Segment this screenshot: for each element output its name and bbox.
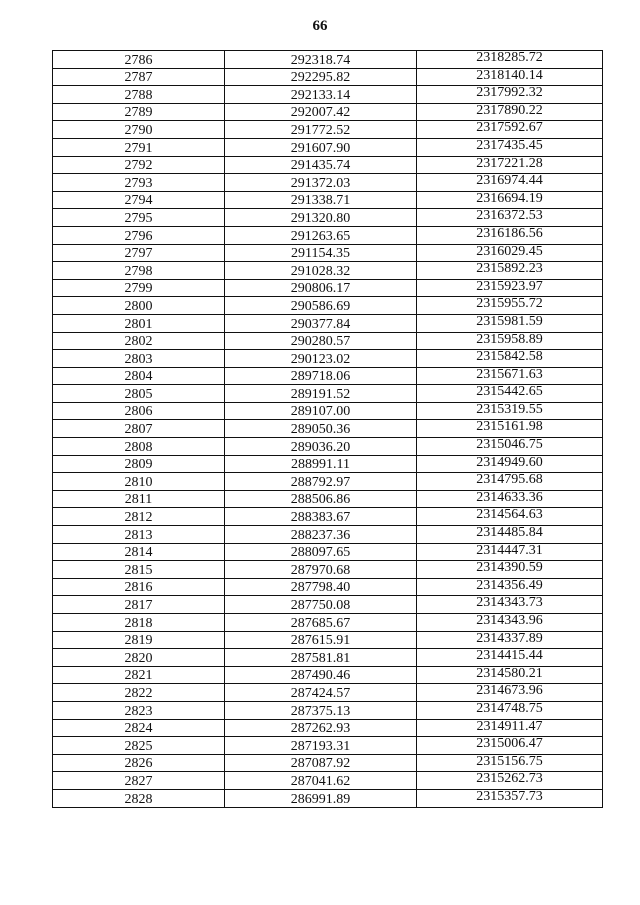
y-coordinate-cell: 2314949.60 [417,455,603,473]
point-number-cell: 2789 [53,103,225,121]
y-coordinate-cell: 2315842.58 [417,350,603,368]
point-number-cell: 2826 [53,754,225,772]
point-number-cell: 2788 [53,86,225,104]
x-coordinate-cell: 290586.69 [225,297,417,315]
x-coordinate-cell: 292007.42 [225,103,417,121]
x-coordinate-cell: 287581.81 [225,649,417,667]
point-number-cell: 2794 [53,191,225,209]
table-row [53,649,603,667]
point-number-cell: 2817 [53,596,225,614]
point-number-cell: 2802 [53,332,225,350]
x-coordinate-cell: 290377.84 [225,314,417,332]
y-coordinate-cell: 2316372.53 [417,209,603,227]
table-row [53,297,603,315]
point-number-cell: 2814 [53,543,225,561]
table-row [53,473,603,491]
point-number-cell: 2819 [53,631,225,649]
table-row [53,226,603,244]
table-row [53,684,603,702]
x-coordinate-cell: 291320.80 [225,209,417,227]
y-coordinate-cell: 2318140.14 [417,68,603,86]
table-row [53,701,603,719]
table-row [53,490,603,508]
table-row [53,737,603,755]
x-coordinate-cell: 288383.67 [225,508,417,526]
x-coordinate-cell: 292318.74 [225,51,417,69]
table-row [53,332,603,350]
table-row [53,420,603,438]
y-coordinate-cell: 2314580.21 [417,666,603,684]
x-coordinate-cell: 287685.67 [225,614,417,632]
table-row [53,526,603,544]
y-coordinate-cell: 2317890.22 [417,103,603,121]
point-number-cell: 2805 [53,385,225,403]
y-coordinate-cell: 2314337.89 [417,631,603,649]
table-row [53,543,603,561]
table-row [53,138,603,156]
point-number-cell: 2820 [53,649,225,667]
y-coordinate-cell: 2314356.49 [417,578,603,596]
x-coordinate-cell: 288237.36 [225,526,417,544]
y-coordinate-cell: 2314564.63 [417,508,603,526]
table-row [53,103,603,121]
point-number-cell: 2807 [53,420,225,438]
point-number-cell: 2822 [53,684,225,702]
y-coordinate-cell: 2316974.44 [417,174,603,192]
point-number-cell: 2796 [53,226,225,244]
table-row [53,68,603,86]
point-number-cell: 2790 [53,121,225,139]
y-coordinate-cell: 2316186.56 [417,226,603,244]
table-row [53,244,603,262]
x-coordinate-cell: 289050.36 [225,420,417,438]
point-number-cell: 2825 [53,737,225,755]
coordinates-table [52,50,603,808]
x-coordinate-cell: 287193.31 [225,737,417,755]
x-coordinate-cell: 287490.46 [225,666,417,684]
x-coordinate-cell: 288792.97 [225,473,417,491]
y-coordinate-cell: 2315892.23 [417,262,603,280]
y-coordinate-cell: 2314447.31 [417,543,603,561]
table-row [53,789,603,807]
y-coordinate-cell: 2315262.73 [417,772,603,790]
y-coordinate-cell: 2314343.73 [417,596,603,614]
y-coordinate-cell: 2315006.47 [417,737,603,755]
x-coordinate-cell: 288991.11 [225,455,417,473]
page-number: 66 [312,18,328,34]
y-coordinate-cell: 2316029.45 [417,244,603,262]
x-coordinate-cell: 287375.13 [225,701,417,719]
point-number-cell: 2823 [53,701,225,719]
table-row [53,561,603,579]
y-coordinate-cell: 2315442.65 [417,385,603,403]
x-coordinate-cell: 291263.65 [225,226,417,244]
table-row [53,666,603,684]
y-coordinate-cell: 2317435.45 [417,138,603,156]
point-number-cell: 2793 [53,174,225,192]
x-coordinate-cell: 287970.68 [225,561,417,579]
table-row [53,156,603,174]
point-number-cell: 2812 [53,508,225,526]
x-coordinate-cell: 286991.89 [225,789,417,807]
table-row [53,614,603,632]
table-row [53,86,603,104]
y-coordinate-cell: 2314911.47 [417,719,603,737]
point-number-cell: 2806 [53,402,225,420]
point-number-cell: 2810 [53,473,225,491]
x-coordinate-cell: 292295.82 [225,68,417,86]
y-coordinate-cell: 2315319.55 [417,402,603,420]
x-coordinate-cell: 287041.62 [225,772,417,790]
table-row [53,279,603,297]
y-coordinate-cell: 2317221.28 [417,156,603,174]
table-row [53,262,603,280]
table-row [53,385,603,403]
point-number-cell: 2827 [53,772,225,790]
table-row [53,754,603,772]
point-number-cell: 2800 [53,297,225,315]
point-number-cell: 2824 [53,719,225,737]
x-coordinate-cell: 291028.32 [225,262,417,280]
table-row [53,314,603,332]
x-coordinate-cell: 289036.20 [225,438,417,456]
y-coordinate-cell: 2316694.19 [417,191,603,209]
point-number-cell: 2799 [53,279,225,297]
x-coordinate-cell: 287615.91 [225,631,417,649]
table-row [53,402,603,420]
x-coordinate-cell: 289107.00 [225,402,417,420]
y-coordinate-cell: 2314673.96 [417,684,603,702]
point-number-cell: 2795 [53,209,225,227]
y-coordinate-cell: 2315955.72 [417,297,603,315]
x-coordinate-cell: 291372.03 [225,174,417,192]
y-coordinate-cell: 2314343.96 [417,614,603,632]
table-row [53,772,603,790]
point-number-cell: 2816 [53,578,225,596]
table-row [53,191,603,209]
table-row [53,508,603,526]
y-coordinate-cell: 2315981.59 [417,314,603,332]
table-row [53,350,603,368]
x-coordinate-cell: 287750.08 [225,596,417,614]
y-coordinate-cell: 2315357.73 [417,789,603,807]
x-coordinate-cell: 292133.14 [225,86,417,104]
x-coordinate-cell: 289191.52 [225,385,417,403]
table-row [53,51,603,69]
y-coordinate-cell: 2315161.98 [417,420,603,438]
point-number-cell: 2797 [53,244,225,262]
point-number-cell: 2821 [53,666,225,684]
x-coordinate-cell: 291338.71 [225,191,417,209]
x-coordinate-cell: 291607.90 [225,138,417,156]
table-row [53,631,603,649]
point-number-cell: 2791 [53,138,225,156]
y-coordinate-cell: 2314748.75 [417,701,603,719]
y-coordinate-cell: 2314485.84 [417,526,603,544]
x-coordinate-cell: 290806.17 [225,279,417,297]
point-number-cell: 2809 [53,455,225,473]
x-coordinate-cell: 290280.57 [225,332,417,350]
y-coordinate-cell: 2317592.67 [417,121,603,139]
y-coordinate-cell: 2315046.75 [417,438,603,456]
y-coordinate-cell: 2314633.36 [417,490,603,508]
table-row [53,121,603,139]
y-coordinate-cell: 2314390.59 [417,561,603,579]
x-coordinate-cell: 287087.92 [225,754,417,772]
x-coordinate-cell: 287424.57 [225,684,417,702]
x-coordinate-cell: 291154.35 [225,244,417,262]
point-number-cell: 2808 [53,438,225,456]
table-row [53,174,603,192]
point-number-cell: 2803 [53,350,225,368]
point-number-cell: 2828 [53,789,225,807]
table-row [53,367,603,385]
x-coordinate-cell: 288506.86 [225,490,417,508]
x-coordinate-cell: 291435.74 [225,156,417,174]
y-coordinate-cell: 2318285.72 [417,51,603,69]
x-coordinate-cell: 289718.06 [225,367,417,385]
table-row [53,719,603,737]
y-coordinate-cell: 2315958.89 [417,332,603,350]
y-coordinate-cell: 2315671.63 [417,367,603,385]
table-row [53,455,603,473]
table-row [53,578,603,596]
y-coordinate-cell: 2314795.68 [417,473,603,491]
point-number-cell: 2815 [53,561,225,579]
x-coordinate-cell: 288097.65 [225,543,417,561]
point-number-cell: 2798 [53,262,225,280]
point-number-cell: 2804 [53,367,225,385]
point-number-cell: 2786 [53,51,225,69]
y-coordinate-cell: 2314415.44 [417,649,603,667]
point-number-cell: 2811 [53,490,225,508]
point-number-cell: 2787 [53,68,225,86]
point-number-cell: 2792 [53,156,225,174]
table-row [53,596,603,614]
point-number-cell: 2818 [53,614,225,632]
y-coordinate-cell: 2315923.97 [417,279,603,297]
y-coordinate-cell: 2315156.75 [417,754,603,772]
x-coordinate-cell: 287798.40 [225,578,417,596]
table-row [53,438,603,456]
x-coordinate-cell: 291772.52 [225,121,417,139]
point-number-cell: 2801 [53,314,225,332]
y-coordinate-cell: 2317992.32 [417,86,603,104]
point-number-cell: 2813 [53,526,225,544]
x-coordinate-cell: 290123.02 [225,350,417,368]
x-coordinate-cell: 287262.93 [225,719,417,737]
table-row [53,209,603,227]
coordinates-table-body [53,51,603,808]
